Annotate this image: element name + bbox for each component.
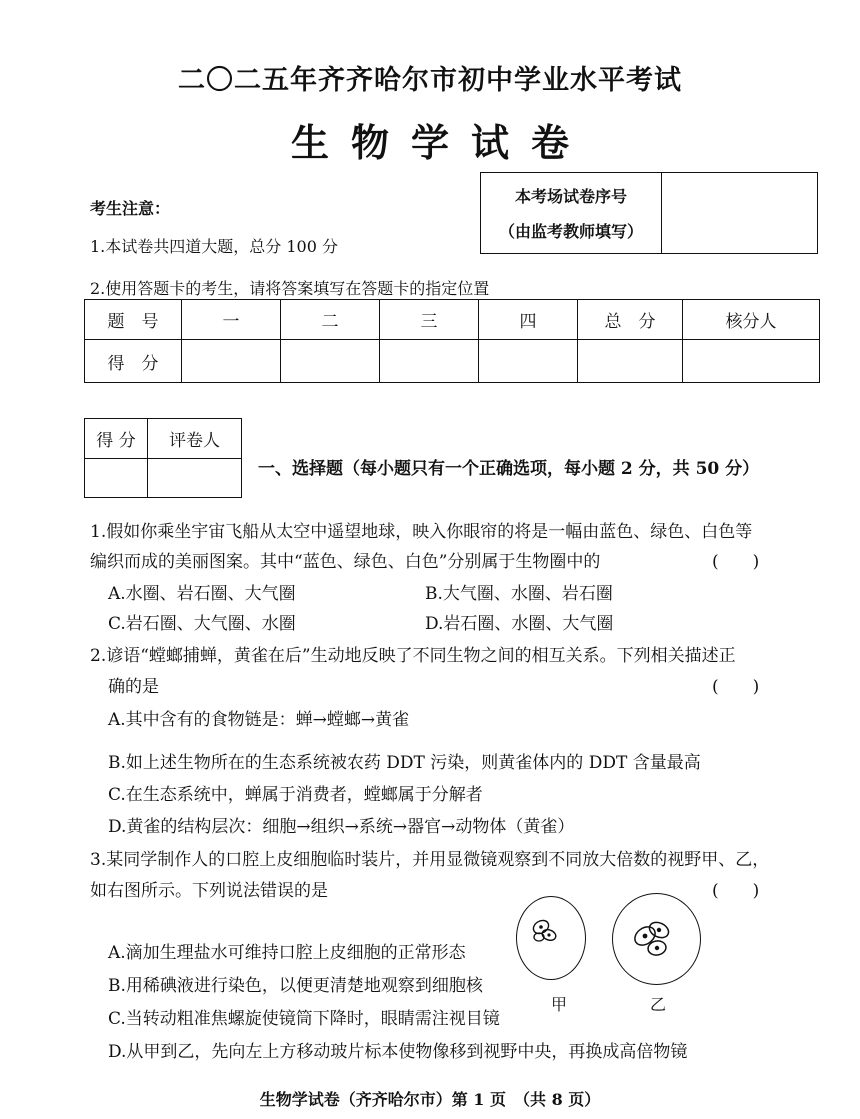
serial-number-input[interactable] — [662, 173, 818, 254]
score-cell-checker[interactable] — [683, 340, 820, 383]
q1-answer-paren[interactable]: ( ) — [712, 552, 760, 572]
score-header-section-4: 四 — [479, 300, 578, 340]
score-header-label: 题 号 — [85, 300, 182, 340]
grader-name-cell[interactable] — [148, 459, 242, 498]
q2-option-b: B.如上述生物所在的生态系统被农药 DDT 污染，则黄雀体内的 DDT 含量最高 — [108, 753, 701, 773]
score-header-section-2: 二 — [281, 300, 380, 340]
grader-name-label: 评卷人 — [148, 419, 242, 459]
score-header-checker: 核分人 — [683, 300, 820, 340]
q3-answer-paren[interactable]: ( ) — [712, 881, 760, 901]
cells-low-magnification-icon — [517, 897, 585, 979]
serial-label-line1: 本考场试卷序号 — [514, 187, 627, 206]
serial-label-line2: （由监考教师填写） — [498, 222, 643, 241]
q2-option-d: D.黄雀的结构层次：细胞→组织→系统→器官→动物体（黄雀） — [108, 817, 575, 837]
figure-label-jia: 甲 — [551, 995, 568, 1014]
q1-option-d: D.岩石圈、水圈、大气圈 — [425, 614, 614, 634]
exam-title: 二〇二五年齐齐哈尔市初中学业水平考试 — [178, 65, 682, 96]
q3-stem-line1: 3.某同学制作人的口腔上皮细胞临时装片，并用显微镜观察到不同放大倍数的视野甲、乙， — [90, 850, 770, 870]
paper-title: 生物学试卷 — [290, 120, 591, 165]
q3-option-b: B.用稀碘液进行染色，以便更清楚地观察到细胞核 — [108, 976, 483, 996]
q2-stem-line1: 2.谚语“螳螂捕蝉，黄雀在后”生动地反映了不同生物之间的相互关系。下列相关描述正 — [90, 646, 736, 666]
notice-item-2: 2.使用答题卡的考生，请将答案填写在答题卡的指定位置 — [90, 279, 490, 298]
q2-stem-line2: 确的是 — [108, 677, 159, 697]
q1-option-b: B.大气圈、水圈、岩石圈 — [425, 584, 613, 604]
score-header-section-1: 一 — [182, 300, 281, 340]
grader-score-label: 得 分 — [85, 419, 148, 459]
serial-number-box — [480, 172, 818, 254]
score-table — [84, 299, 820, 383]
q3-stem-line2: 如右图所示。下列说法错误的是 — [90, 881, 328, 901]
cells-high-magnification-icon — [613, 894, 700, 984]
score-cell-2[interactable] — [281, 340, 380, 383]
q2-option-c: C.在生态系统中，蝉属于消费者，螳螂属于分解者 — [108, 785, 483, 805]
score-cell-3[interactable] — [380, 340, 479, 383]
serial-label-cell — [481, 173, 662, 254]
grader-table — [84, 418, 242, 498]
q1-stem-line1: 1.假如你乘坐宇宙飞船从太空中遥望地球，映入你眼帘的将是一幅由蓝色、绿色、白色等 — [90, 522, 753, 542]
score-table-header-row — [85, 300, 820, 340]
score-table-score-row — [85, 340, 820, 383]
q1-option-a: A.水圈、岩石圈、大气圈 — [108, 584, 296, 604]
microscope-field-jia — [516, 896, 586, 980]
score-header-section-3: 三 — [380, 300, 479, 340]
section-1-title: 一、选择题（每小题只有一个正确选项，每小题 2 分，共 50 分） — [258, 459, 760, 479]
q1-option-c: C.岩石圈、大气圈、水圈 — [108, 614, 296, 634]
score-cell-1[interactable] — [182, 340, 281, 383]
q3-option-c: C.当转动粗准焦螺旋使镜筒下降时，眼睛需注视目镜 — [108, 1009, 500, 1029]
score-cell-4[interactable] — [479, 340, 578, 383]
q3-option-d: D.从甲到乙，先向左上方移动玻片标本使物像移到视野中央，再换成高倍物镜 — [108, 1042, 688, 1062]
q2-answer-paren[interactable]: ( ) — [712, 677, 760, 697]
figure-label-yi: 乙 — [650, 995, 667, 1014]
page-footer: 生物学试卷（齐齐哈尔市）第 1 页 （共 8 页） — [259, 1090, 601, 1109]
q1-stem-line2: 编织而成的美丽图案。其中“蓝色、绿色、白色”分别属于生物圈中的 — [90, 552, 601, 572]
q3-option-a: A.滴加生理盐水可维持口腔上皮细胞的正常形态 — [108, 943, 466, 963]
q2-option-a: A.其中含有的食物链是：蝉→螳螂→黄雀 — [108, 710, 410, 730]
score-header-total: 总 分 — [578, 300, 683, 340]
notice-item-1: 1.本试卷共四道大题，总分 100 分 — [90, 237, 338, 256]
score-cell-total[interactable] — [578, 340, 683, 383]
microscope-field-yi — [612, 893, 701, 985]
grader-score-cell[interactable] — [85, 459, 148, 498]
notice-heading: 考生注意： — [90, 199, 171, 218]
score-row-label: 得 分 — [85, 340, 182, 383]
